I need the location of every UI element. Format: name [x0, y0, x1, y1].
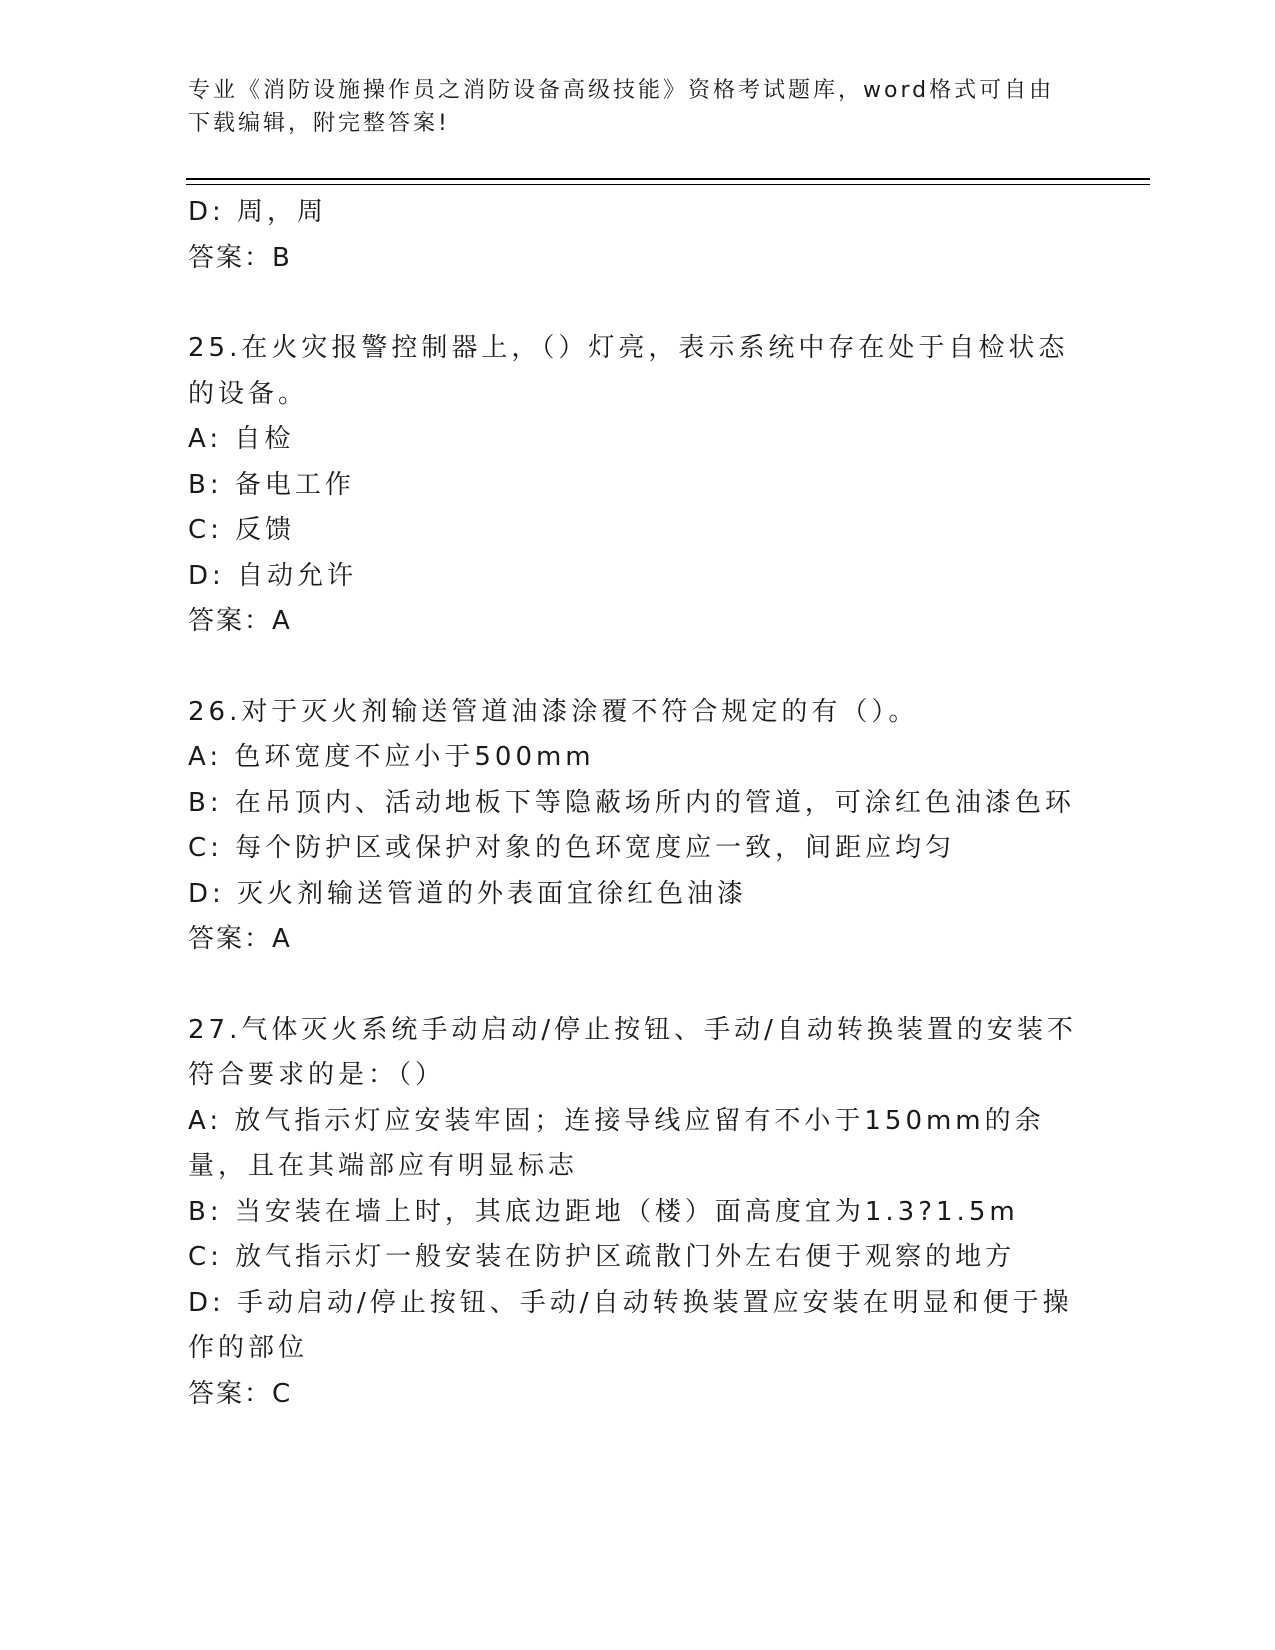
option-d: D: 灭火剂输送管道的外表面宜徐红色油漆: [188, 878, 748, 909]
option-c: C: 放气指示灯一般安装在防护区疏散门外左右便于观察的地方: [188, 1242, 1016, 1272]
spacer: [188, 645, 1088, 690]
answer-line: 答案：A: [188, 924, 292, 954]
question-stem: 26.对于灭火剂输送管道油漆涂覆不符合规定的有（）。: [188, 696, 919, 727]
option-d: D: 周，周: [188, 197, 328, 227]
option-d: D: 自动允许: [188, 560, 358, 591]
option-a: A: 色环宽度不应小于500mm: [188, 742, 595, 772]
document-header: 专业《消防设施操作员之消防设备高级技能》资格考试题库，word格式可自由下载编辑，附完整答案!: [188, 78, 1055, 136]
option-b: B: 备电工作: [188, 469, 355, 500]
question-content: [188, 190, 1088, 1417]
option-a: A: 放气指示灯应安装牢固；连接导线应留有不小于150mm的余量，且在其端部应有明显标志: [188, 1105, 1045, 1181]
question-27: [188, 1008, 1088, 1418]
question-25: [188, 326, 1088, 645]
question-26: [188, 690, 1088, 963]
question-stem: 27.气体灭火系统手动启动/停止按钮、手动/自动转换装置的安装不符合要求的是：（）: [188, 1014, 1077, 1090]
header-rule-thick: [186, 178, 1150, 180]
header-rule-thin: [186, 184, 1150, 185]
answer-line: 答案：A: [188, 606, 292, 636]
option-a: A: 自检: [188, 424, 295, 454]
option-c: C: 每个防护区或保护对象的色环宽度应一致，间距应均匀: [188, 833, 956, 863]
option-b: B: 在吊顶内、活动地板下等隐蔽场所内的管道，可涂红色油漆色环: [188, 787, 1075, 818]
spacer: [188, 963, 1088, 1008]
option-d: D: 手动启动/停止按钮、手动/自动转换装置应安装在明显和便于操作的部位: [188, 1287, 1073, 1363]
question-stem: 25.在火灾报警控制器上，（）灯亮，表示系统中存在处于自检状态的设备。: [188, 333, 1069, 409]
answer-line: 答案：B: [188, 242, 292, 273]
spacer: [188, 281, 1088, 326]
option-c: C: 反馈: [188, 515, 296, 545]
option-b: B: 当安装在墙上时，其底边距地（楼）面高度宜为1.3?1.5m: [188, 1196, 1019, 1227]
answer-line: 答案：C: [188, 1378, 293, 1409]
